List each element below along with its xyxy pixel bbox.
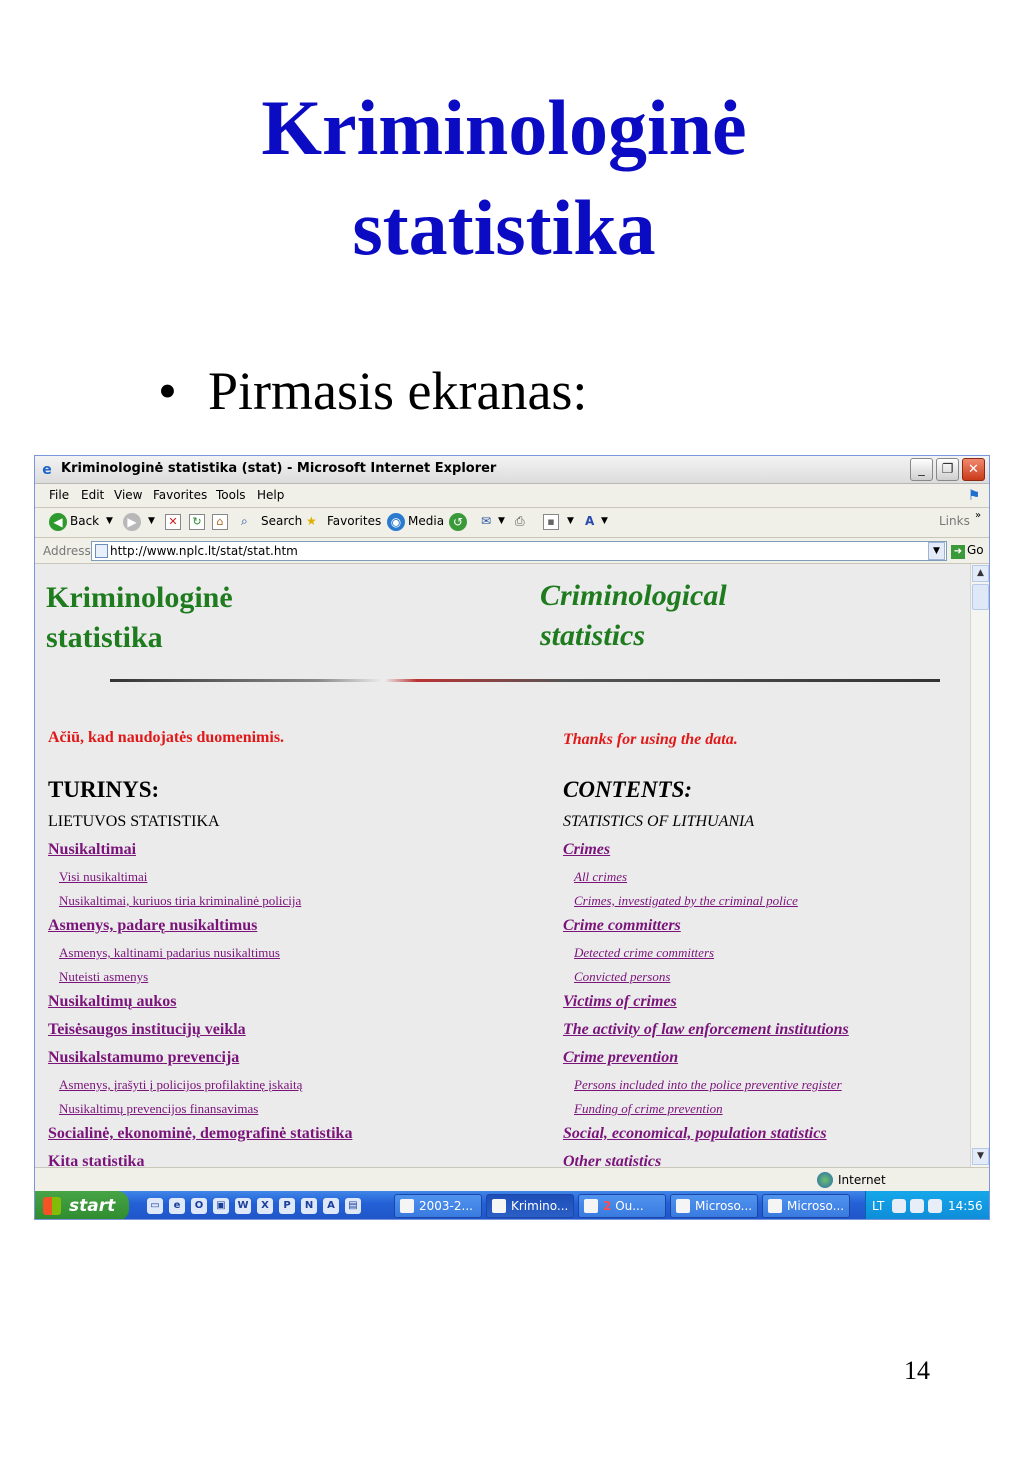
back-button[interactable]: Back — [70, 514, 100, 528]
en-page-title-line2: statistics — [540, 619, 646, 652]
minimize-button[interactable]: _ — [910, 458, 933, 481]
menu-bar — [35, 484, 989, 508]
search-icon[interactable]: ⌕ — [241, 514, 248, 528]
quicklaunch-excel-icon[interactable]: X — [257, 1198, 273, 1214]
mail-icon[interactable]: ✉ — [481, 514, 492, 528]
close-button[interactable]: ✕ — [962, 458, 985, 481]
start-label: start — [69, 1196, 116, 1216]
edit-icon[interactable]: ▪ — [543, 514, 559, 530]
internet-globe-icon — [817, 1172, 833, 1188]
quicklaunch-ie-icon[interactable]: e — [169, 1198, 185, 1214]
task-2003-label: 2003-2... — [419, 1199, 473, 1213]
lt-thanks: Ačiū, kad naudojatės duomenimis. — [48, 729, 285, 746]
powerpoint-task-icon — [768, 1199, 782, 1213]
tray-security-icon[interactable] — [910, 1199, 924, 1213]
address-url[interactable]: http://www.nplc.lt/stat/stat.htm — [110, 544, 298, 558]
lt-link-funding[interactable]: Nusikaltimų prevencijos finansavimas — [59, 1101, 259, 1116]
en-link-other[interactable]: Other statistics — [563, 1153, 662, 1167]
forward-dropdown-icon[interactable]: ▼ — [148, 516, 155, 526]
en-contents-heading: CONTENTS: — [563, 777, 693, 802]
research-icon[interactable]: A — [585, 514, 595, 528]
quicklaunch-window-icon[interactable]: ▣ — [213, 1198, 229, 1214]
quicklaunch-outlook-icon[interactable]: O — [191, 1198, 207, 1214]
bullet-dot-icon: • — [158, 361, 177, 421]
en-thanks: Thanks for using the data. — [563, 731, 738, 748]
en-link-victims[interactable]: Victims of crimes — [563, 993, 677, 1010]
lt-link-committers[interactable]: Asmenys, padarę nusikaltimus — [48, 917, 258, 934]
home-icon[interactable]: ⌂ — [212, 514, 228, 530]
clock: 14:56 — [948, 1199, 983, 1213]
system-tray — [865, 1191, 989, 1220]
lt-link-preventive-register[interactable]: Asmenys, įrašyti į policijos profilaktinę įskaitą — [59, 1077, 303, 1092]
en-link-all-crimes[interactable]: All crimes — [574, 869, 628, 884]
window-title: Kriminologinė statistika (stat) - Microsoft Internet Explorer — [61, 461, 497, 476]
status-bar — [35, 1167, 989, 1191]
scroll-down-icon[interactable]: ▼ — [972, 1148, 989, 1165]
menu-edit[interactable]: Edit — [81, 488, 105, 502]
quicklaunch-access-icon[interactable]: A — [323, 1198, 339, 1214]
en-link-crimes[interactable]: Crimes — [563, 841, 611, 858]
folder-icon — [400, 1199, 414, 1213]
lt-link-prevention[interactable]: Nusikalstamumo prevencija — [48, 1049, 240, 1066]
back-dropdown-icon[interactable]: ▼ — [106, 516, 113, 526]
media-icon[interactable]: ◉ — [387, 513, 405, 531]
ie-task-icon — [492, 1199, 506, 1213]
en-link-detected[interactable]: Detected crime committers — [574, 945, 715, 960]
tray-monitor-icon[interactable] — [928, 1199, 942, 1213]
page-icon — [95, 544, 108, 558]
slide-bullet — [158, 360, 587, 422]
windows-flag-icon: ⚑ — [967, 488, 981, 504]
ie-logo-icon: e — [42, 462, 52, 478]
task-outlook-label: Ou... — [615, 1199, 644, 1213]
scroll-up-icon[interactable]: ▲ — [972, 565, 989, 582]
lt-link-detected[interactable]: Asmenys, kaltinami padarius nusikaltimus — [59, 945, 280, 960]
back-arrow-icon[interactable]: ◀ — [49, 513, 67, 531]
outlook-task-icon — [584, 1199, 598, 1213]
go-label: Go — [967, 543, 984, 557]
scroll-thumb[interactable] — [972, 584, 989, 610]
quicklaunch-word-icon[interactable]: W — [235, 1198, 251, 1214]
standard-toolbar — [35, 508, 989, 538]
page-number: 14 — [904, 1356, 930, 1385]
lt-country-heading: LIETUVOS STATISTIKA — [48, 813, 220, 830]
task-powerpoint[interactable] — [762, 1194, 850, 1218]
links-button[interactable]: Links — [939, 514, 970, 528]
quicklaunch-publisher-icon[interactable]: ▤ — [345, 1198, 361, 1214]
vertical-scrollbar[interactable] — [970, 564, 989, 1167]
lt-link-social[interactable]: Socialinė, ekonominė, demografinė statistika — [48, 1125, 353, 1142]
task-word-label: Microso... — [695, 1199, 753, 1213]
address-bar — [35, 538, 989, 564]
print-icon[interactable]: ⎙ — [515, 514, 525, 528]
task-krimino[interactable] — [486, 1194, 574, 1218]
lt-page-title-line1: Kriminologinė — [46, 581, 233, 614]
task-krimino-label: Krimino... — [511, 1199, 569, 1213]
lt-link-law-enforcement[interactable]: Teisėsaugos institucijų veikla — [48, 1021, 246, 1038]
en-link-committers[interactable]: Crime committers — [563, 917, 681, 934]
menu-view[interactable]: View — [114, 488, 143, 502]
en-link-funding[interactable]: Funding of crime prevention — [574, 1101, 723, 1116]
slide-title-line1: Kriminologinė — [261, 84, 747, 171]
lt-link-all-crimes[interactable]: Visi nusikaltimai — [59, 869, 148, 884]
lt-link-other[interactable]: Kita statistika — [48, 1153, 145, 1167]
quicklaunch-onenote-icon[interactable]: N — [301, 1198, 317, 1214]
task-2003[interactable] — [394, 1194, 482, 1218]
lt-contents-heading: TURINYS: — [48, 777, 160, 802]
lt-link-criminal-police[interactable]: Nusikaltimai, kuriuos tiria kriminalinė policija — [59, 893, 302, 908]
lt-page-title — [46, 578, 233, 658]
en-link-preventive-register[interactable]: Persons included into the police preventive register — [574, 1077, 842, 1092]
en-link-social[interactable]: Social, economical, population statistics — [563, 1125, 827, 1142]
edit-dropdown-icon[interactable]: ▼ — [567, 516, 574, 526]
favorites-button[interactable]: Favorites — [327, 514, 382, 528]
tray-network-icon[interactable] — [892, 1199, 906, 1213]
go-button[interactable] — [951, 543, 984, 559]
task-powerpoint-label: Microso... — [787, 1199, 845, 1213]
maximize-button[interactable]: ❐ — [936, 458, 959, 481]
research-dropdown-icon[interactable]: ▼ — [601, 516, 608, 526]
task-outlook[interactable] — [578, 1194, 666, 1218]
lt-link-victims[interactable]: Nusikaltimų aukos — [48, 993, 177, 1010]
en-link-criminal-police[interactable]: Crimes, investigated by the criminal police — [574, 893, 798, 908]
stop-icon[interactable]: ✕ — [165, 514, 181, 530]
address-dropdown-icon[interactable]: ▼ — [928, 542, 945, 560]
en-page-title-line1: Criminological — [540, 579, 727, 612]
language-indicator[interactable]: LT — [872, 1199, 885, 1213]
menu-file[interactable]: File — [49, 488, 70, 502]
security-zone: Internet — [838, 1173, 886, 1187]
slide-title — [0, 78, 1008, 278]
window-titlebar[interactable] — [35, 456, 989, 484]
outlook-count-badge: 2 — [603, 1199, 612, 1213]
en-link-law-enforcement[interactable]: The activity of law enforcement institutions — [563, 1021, 849, 1038]
media-button[interactable]: Media — [408, 514, 445, 528]
en-link-convicted[interactable]: Convicted persons — [574, 969, 671, 984]
task-word[interactable] — [670, 1194, 758, 1218]
menu-favorites[interactable]: Favorites — [153, 488, 208, 502]
quicklaunch-desktop-icon[interactable]: ▭ — [147, 1198, 163, 1214]
chevron-right-icon[interactable]: » — [975, 510, 982, 521]
page-content — [35, 564, 970, 1167]
forward-arrow-icon[interactable]: ▶ — [123, 513, 141, 531]
mail-dropdown-icon[interactable]: ▼ — [498, 516, 505, 526]
start-button[interactable] — [35, 1191, 129, 1220]
en-country-heading: STATISTICS OF LITHUANIA — [563, 813, 755, 830]
go-arrow-icon: ➜ — [951, 545, 965, 559]
browser-screenshot — [34, 455, 990, 1220]
lt-link-convicted[interactable]: Nuteisti asmenys — [59, 969, 149, 984]
word-task-icon — [676, 1199, 690, 1213]
horizontal-rule — [110, 679, 940, 682]
history-icon[interactable]: ↺ — [449, 513, 467, 531]
en-page-title — [540, 576, 727, 656]
windows-logo-icon — [43, 1197, 61, 1215]
taskbar — [35, 1191, 989, 1220]
en-link-prevention[interactable]: Crime prevention — [563, 1049, 679, 1066]
quicklaunch-powerpoint-icon[interactable]: P — [279, 1198, 295, 1214]
address-label: Address — [43, 544, 91, 558]
lt-page-title-line2: statistika — [46, 621, 163, 654]
address-input[interactable] — [91, 541, 947, 561]
slide-title-line2: statistika — [352, 184, 656, 271]
bullet-text: Pirmasis ekranas: — [208, 361, 588, 421]
favorites-star-icon[interactable]: ★ — [306, 514, 317, 528]
search-button[interactable]: Search — [261, 514, 303, 528]
refresh-icon[interactable]: ↻ — [189, 514, 205, 530]
menu-help[interactable]: Help — [257, 488, 285, 502]
menu-tools[interactable]: Tools — [216, 488, 246, 502]
lt-link-crimes[interactable]: Nusikaltimai — [48, 841, 137, 858]
